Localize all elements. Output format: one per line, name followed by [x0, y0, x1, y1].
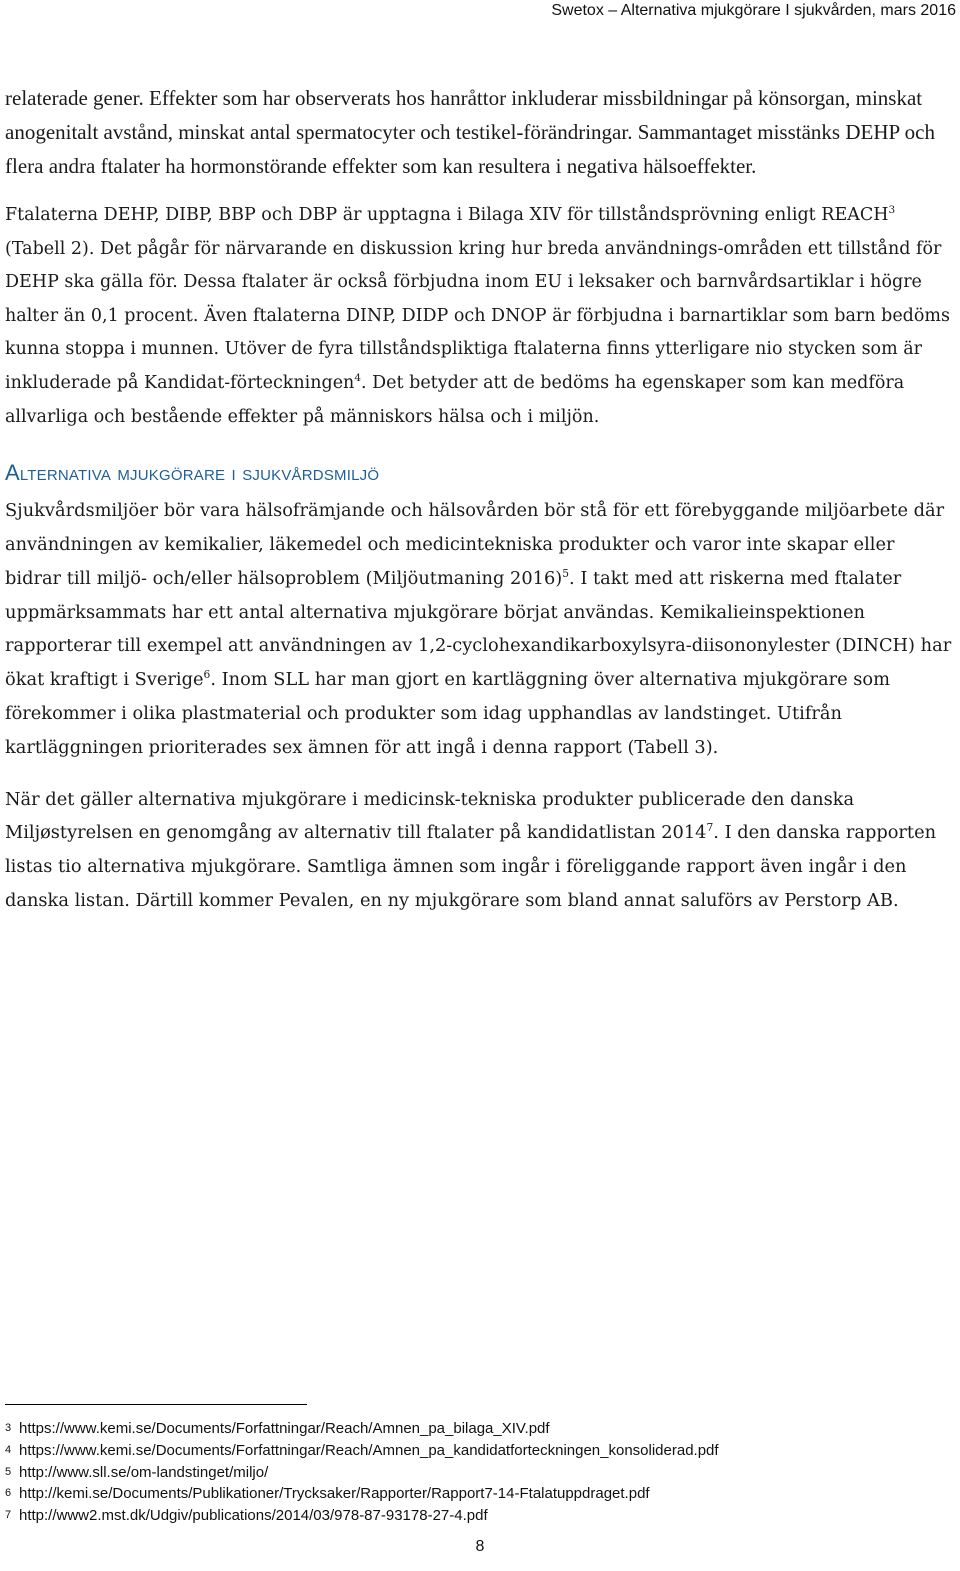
- footnote-number: 3: [5, 1422, 12, 1434]
- paragraph-3-part-c: . Inom SLL har man gjort en kartläggning över alternativa mjukgörare som förekommer i olika plastmaterial och produkter som idag upphandlas av landstinget. Utifrån kartläggningen prioriterades sex ämnen för att ingå i denna rapport (Tabell 3).: [5, 669, 890, 758]
- footnote-6: [5, 1483, 719, 1505]
- footnote-ref-4[interactable]: 4: [354, 372, 362, 385]
- footnote-number: 7: [5, 1509, 12, 1522]
- footnote-number: 6: [5, 1487, 12, 1500]
- footnotes: [5, 1418, 719, 1527]
- footnote-number: 4: [5, 1443, 12, 1456]
- footnote-ref-7[interactable]: 7: [706, 821, 714, 835]
- page-number: 8: [475, 1538, 485, 1555]
- footnote-link[interactable]: http://www2.mst.dk/Udgiv/publications/2014/03/978-87-93178-27-4.pdf: [19, 1507, 488, 1525]
- footnote-link[interactable]: http://www.sll.se/om-landstinget/miljo/: [19, 1463, 269, 1481]
- paragraph-2: [5, 199, 955, 434]
- footnote-divider: [5, 1404, 307, 1405]
- paragraph-4: [5, 783, 955, 918]
- footnote-7: [5, 1505, 719, 1527]
- footnote-5: [5, 1462, 719, 1484]
- footnote-link[interactable]: https://www.kemi.se/Documents/Forfattningar/Reach/Amnen_pa_kandidatforteckningen_konsoliderad.pdf: [19, 1441, 719, 1459]
- footnote-number: 5: [5, 1465, 12, 1478]
- paragraph-2-part-a: Ftalaterna DEHP, DIBP, BBP och DBP är upptagna i Bilaga XIV för tillståndsprövning enligt REACH: [5, 205, 889, 225]
- paragraph-1: relaterade gener. Effekter som har observerats hos hanråttor inkluderar missbildningar på könsorgan, minskat anogenitalt avstånd, minskat antal spermatocyter och testikel-förändringar. Sammantaget misstänks DEHP och flera andra ftalater ha hormonstörande effekter som kan resultera i negativa hälsoeffekter.: [5, 86, 935, 178]
- section-heading: Alternativa mjukgörare i sjukvårdsmiljö: [5, 460, 380, 486]
- paragraph-2-part-b: (Tabell 2). Det pågår för närvarande en diskussion kring hur breda användnings-områden ett tillstånd för DEHP ska gälla för. Dessa ftalater är också förbjudna inom EU i leksaker och barnvårdsartiklar i högre halter än 0,1 procent. Även ftalaterna DINP, DIDP och DNOP är förbjudna i barnartiklar som barn bedöms kunna stoppa i munnen. Utöver de fyra tillståndspliktiga ftalaterna finns ytterligare nio stycken som är inkluderade på Kandidat-förteckningen: [5, 238, 950, 393]
- paragraph-3-part-a: Sjukvårdsmiljöer bör vara hälsofrämjande och hälsovården bör stå för ett förebyggande miljöarbete där användningen av kemikalier, läkemedel och medicintekniska produkter och varor inte skapar eller bidrar till miljö- och/eller hälsoproblem (Miljöutmaning 2016): [5, 500, 945, 589]
- running-header: Swetox – Alternativa mjukgörare I sjukvården, mars 2016: [551, 2, 956, 19]
- paragraph-4-part-a: När det gäller alternativa mjukgörare i medicinsk-tekniska produkter publicerade den danska Miljøstyrelsen en genomgång av alternativ till ftalater på kandidatlistan 2014: [5, 788, 855, 844]
- footnote-ref-6[interactable]: 6: [203, 668, 211, 682]
- footnote-ref-5[interactable]: 5: [562, 566, 570, 580]
- footnote-link[interactable]: https://www.kemi.se/Documents/Forfattningar/Reach/Amnen_pa_bilaga_XIV.pdf: [19, 1420, 550, 1437]
- footnote-ref-3[interactable]: 3: [888, 204, 896, 217]
- paragraph-4-part-b: . I den danska rapporten listas tio alternativa mjukgörare. Samtliga ämnen som ingår i föreliggande rapport även ingår i den danska listan. Därtill kommer Pevalen, en ny mjukgörare som bland annat saluförs av Perstorp AB.: [5, 822, 937, 911]
- paragraph-3-part-b: . I takt med att riskerna med ftalater uppmärksammats har ett antal alternativa mjukgörare börjat användas. Kemikalieinspektionen rapporterar till exempel att användningen av 1,2-cyclohexandikarboxylsyra-diisononylester (DINCH) har ökat kraftigt i Sverige: [5, 567, 952, 691]
- footnote-3: [5, 1418, 719, 1440]
- paragraph-2-part-c: . Det betyder att de bedöms ha egenskaper som kan medföra allvarliga och bestående effekter på människors hälsa och i miljön.: [5, 372, 905, 427]
- document-body: [5, 81, 955, 918]
- footnote-link[interactable]: http://kemi.se/Documents/Publikationer/Trycksaker/Rapporter/Rapport7-14-Ftalatuppdraget.pdf: [19, 1485, 650, 1503]
- paragraph-3: [5, 494, 955, 764]
- footnote-4: [5, 1440, 719, 1462]
